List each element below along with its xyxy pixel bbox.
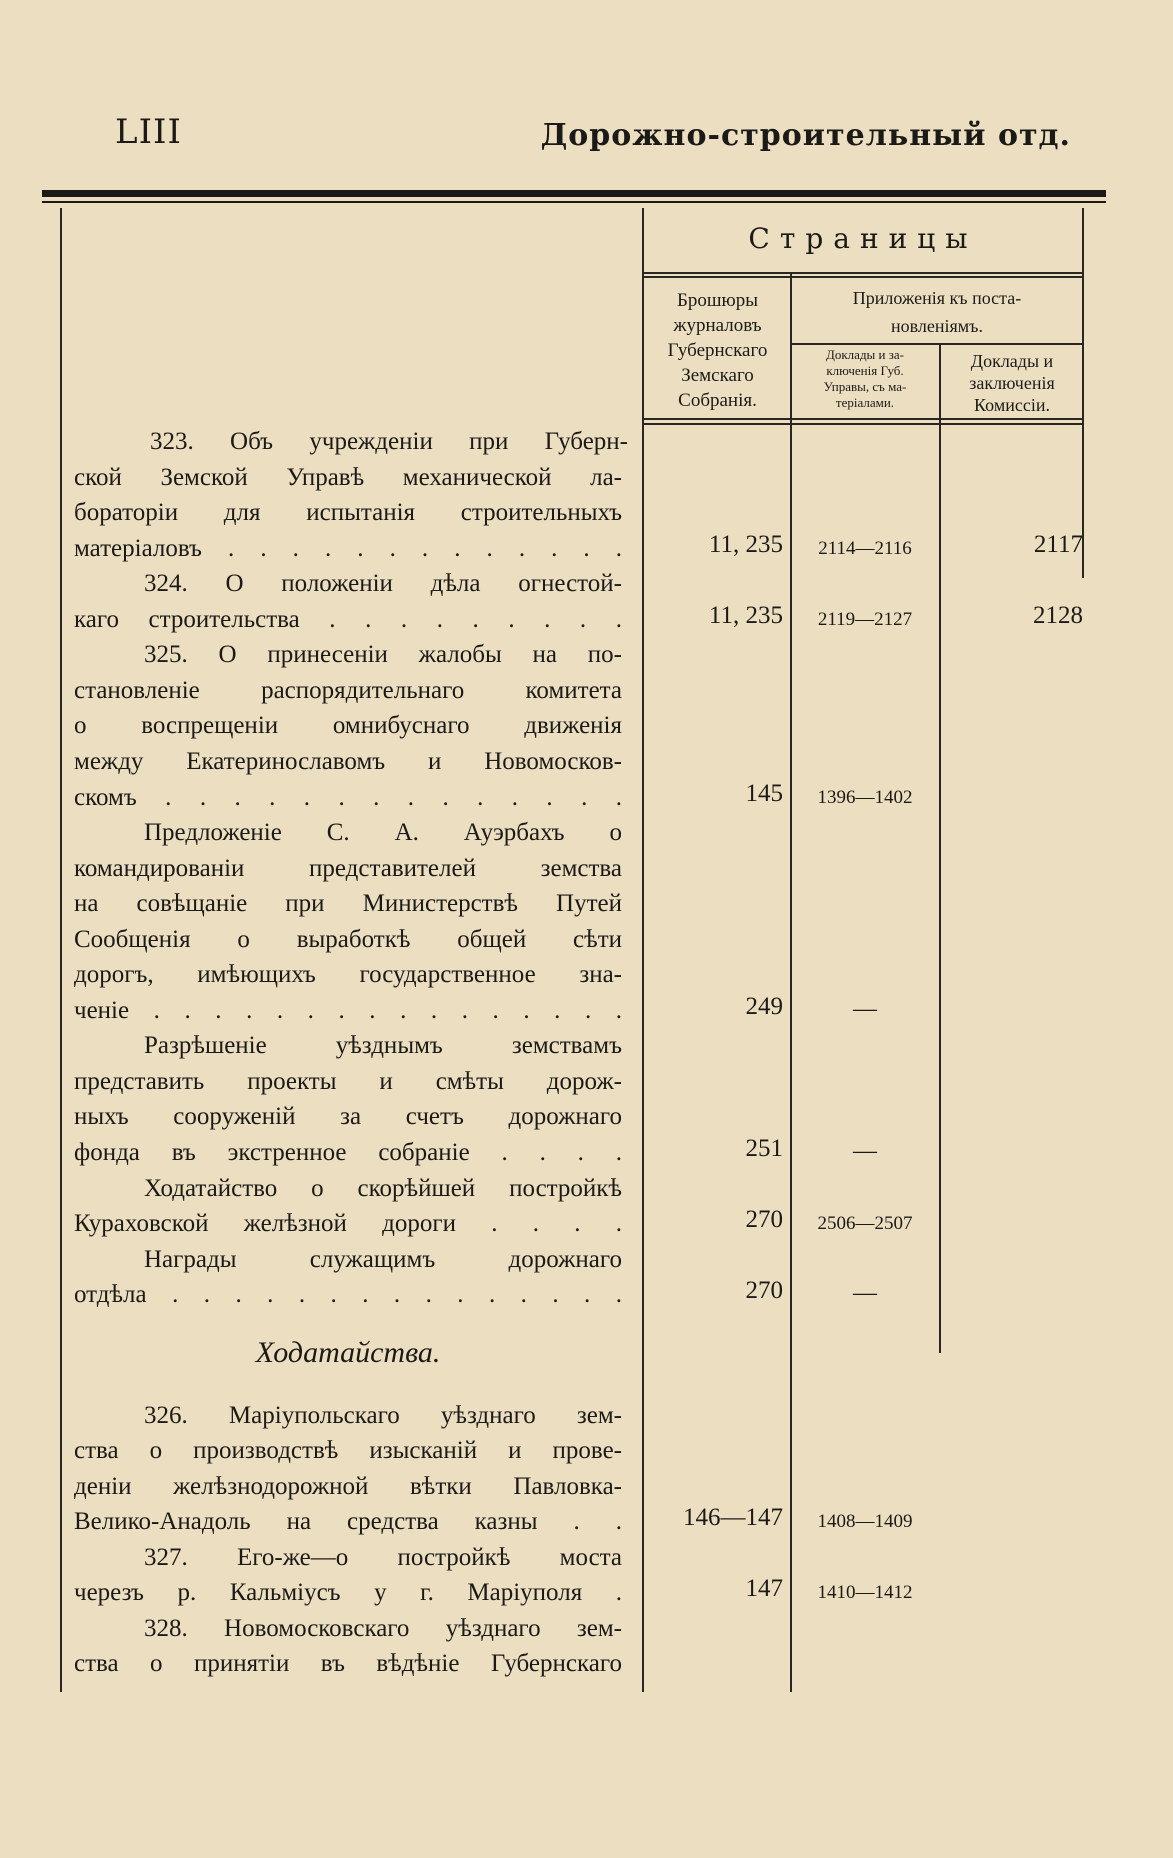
text-line: ченіе . . . . . . . . . . . . . . . . [74,997,622,1024]
text-line: на совѣщаніе при Министерствѣ Путей [74,890,622,917]
text-line: ства о производствѣ изысканій и прове- [74,1437,622,1464]
text-line: между Екатеринославомъ и Новомосков- [74,748,622,775]
running-title: Дорожно-строительный отд. [540,118,1071,153]
cell-board: — [853,996,877,1022]
left-border [60,208,62,1692]
cell-brochure: 146—147 [683,1504,783,1531]
text-line: Разрѣшеніе уѣзднымъ земствамъ [144,1032,622,1059]
text-line: представить проекты и смѣты дорож- [74,1068,622,1095]
header-rule-5 [642,423,1084,425]
header-reports-commission-line: Комиссіи. [974,395,1050,415]
text-line: дорогъ, имѣющихъ государственное зна- [74,961,622,988]
text-line: бораторіи для испытанія строительныхъ [74,499,622,526]
cell-board: 1408—1409 [817,1511,913,1532]
top-rule-thin [42,201,1106,203]
header-rule-4 [642,418,1084,420]
column-divider-board [939,343,941,1353]
text-line: Ходатайство о скорѣйшей постройкѣ [144,1175,622,1202]
text-line: Награды служащимъ дорожнаго [144,1246,622,1273]
header-rule-3 [790,343,1084,345]
header-reports-board-line: Управы, съ ма- [823,379,907,394]
cell-commission: 2128 [1033,602,1083,629]
text-line: матеріаловъ . . . . . . . . . . . . . [74,535,622,562]
text-line: Сообщенія о выработкѣ общей сѣти [74,926,622,953]
cell-commission: 2117 [1033,531,1083,558]
header-brochures-line: Брошюры [676,290,758,311]
text-line: ныхъ сооруженій за счетъ дорожнаго [74,1103,622,1130]
text-line: черезъ р. Кальміусъ у г. Маріуполя . [74,1579,622,1606]
header-brochures-line: Земскаго [681,365,754,386]
cell-board: 2506—2507 [817,1213,913,1234]
header-reports-commission-line: заключенія [969,373,1055,393]
text-line: фонда въ экстренное собраніе . . . . [74,1139,622,1166]
column-divider-text [642,208,644,1692]
header-brochures-line: журналовъ [673,315,762,336]
text-line: деніи желѣзнодорожной вѣтки Павловка- [74,1473,622,1500]
text-line: 327. Его-же—о постройкѣ моста [144,1544,622,1571]
header-rule-2 [642,276,1084,278]
text-line: Предложеніе С. А. Ауэрбахъ о [144,819,622,846]
text-line: о воспрещеніи омнибуснаго движенія [74,712,622,739]
top-rule-thick [42,190,1106,197]
header-reports-board-line: Доклады и за- [826,347,904,362]
right-border [1082,208,1084,578]
header-brochures [645,288,790,413]
header-rule-1 [642,272,1084,274]
cell-board: 2119—2127 [817,609,913,630]
text-line: 324. О положеніи дѣла огнестой- [144,570,622,597]
cell-brochure: 251 [745,1135,783,1162]
section-heading: Ходатайства. [255,1336,441,1369]
cell-brochure: 11, 235 [708,531,783,558]
text-line: командированіи представителей земства [74,855,622,882]
cell-brochure: 145 [745,780,783,807]
cell-board: — [853,1280,877,1306]
text-line: 323. Объ учрежденіи при Губерн- [150,428,628,455]
text-line: ства о принятіи въ вѣдѣніе Губернскаго [74,1650,622,1677]
cell-brochure: 249 [745,993,783,1020]
text-line: Кураховской желѣзной дороги . . . . [74,1210,622,1237]
cell-board: 2114—2116 [818,538,912,559]
header-appendices [792,284,1082,340]
header-reports-board [794,347,936,411]
cell-brochure: 270 [745,1277,783,1304]
header-brochures-line: Губернскаго [667,340,768,361]
cell-brochure: 270 [745,1206,783,1233]
header-brochures-line: Собранія. [678,390,757,411]
cell-brochure: 147 [745,1575,783,1602]
header-reports-board-line: теріалами. [835,395,895,410]
cell-brochure: 11, 235 [708,602,783,629]
header-reports-commission [943,350,1081,416]
text-line: отдѣла . . . . . . . . . . . . . . . [74,1281,622,1308]
text-line: становленіе распорядительнаго комитета [74,677,622,704]
text-line: ской Земской Управѣ механической ла- [74,464,622,491]
header-appendices-line: Приложенія къ поста- [852,288,1022,308]
header-reports-board-line: ключенія Губ. [826,363,904,378]
cell-board: 1396—1402 [817,787,913,808]
header-appendices-line: новленіямъ. [891,316,983,336]
header-pages: Страницы [748,222,978,255]
text-line: скомъ . . . . . . . . . . . . . . [74,784,622,811]
cell-board: 1410—1412 [817,1582,913,1603]
page-number: LIII [115,112,182,152]
header-reports-commission-line: Доклады и [970,351,1054,371]
column-divider-brochure [790,272,792,1692]
text-line: 326. Маріупольскаго уѣзднаго зем- [144,1402,622,1429]
cell-board: — [853,1138,877,1164]
text-line: Велико-Анадоль на средства казны . . [74,1508,622,1535]
text-line: каго строительства . . . . . . . . . [74,606,622,633]
text-line: 328. Новомосковскаго уѣзднаго зем- [144,1615,622,1642]
text-line: 325. О принесеніи жалобы на по- [144,641,622,668]
